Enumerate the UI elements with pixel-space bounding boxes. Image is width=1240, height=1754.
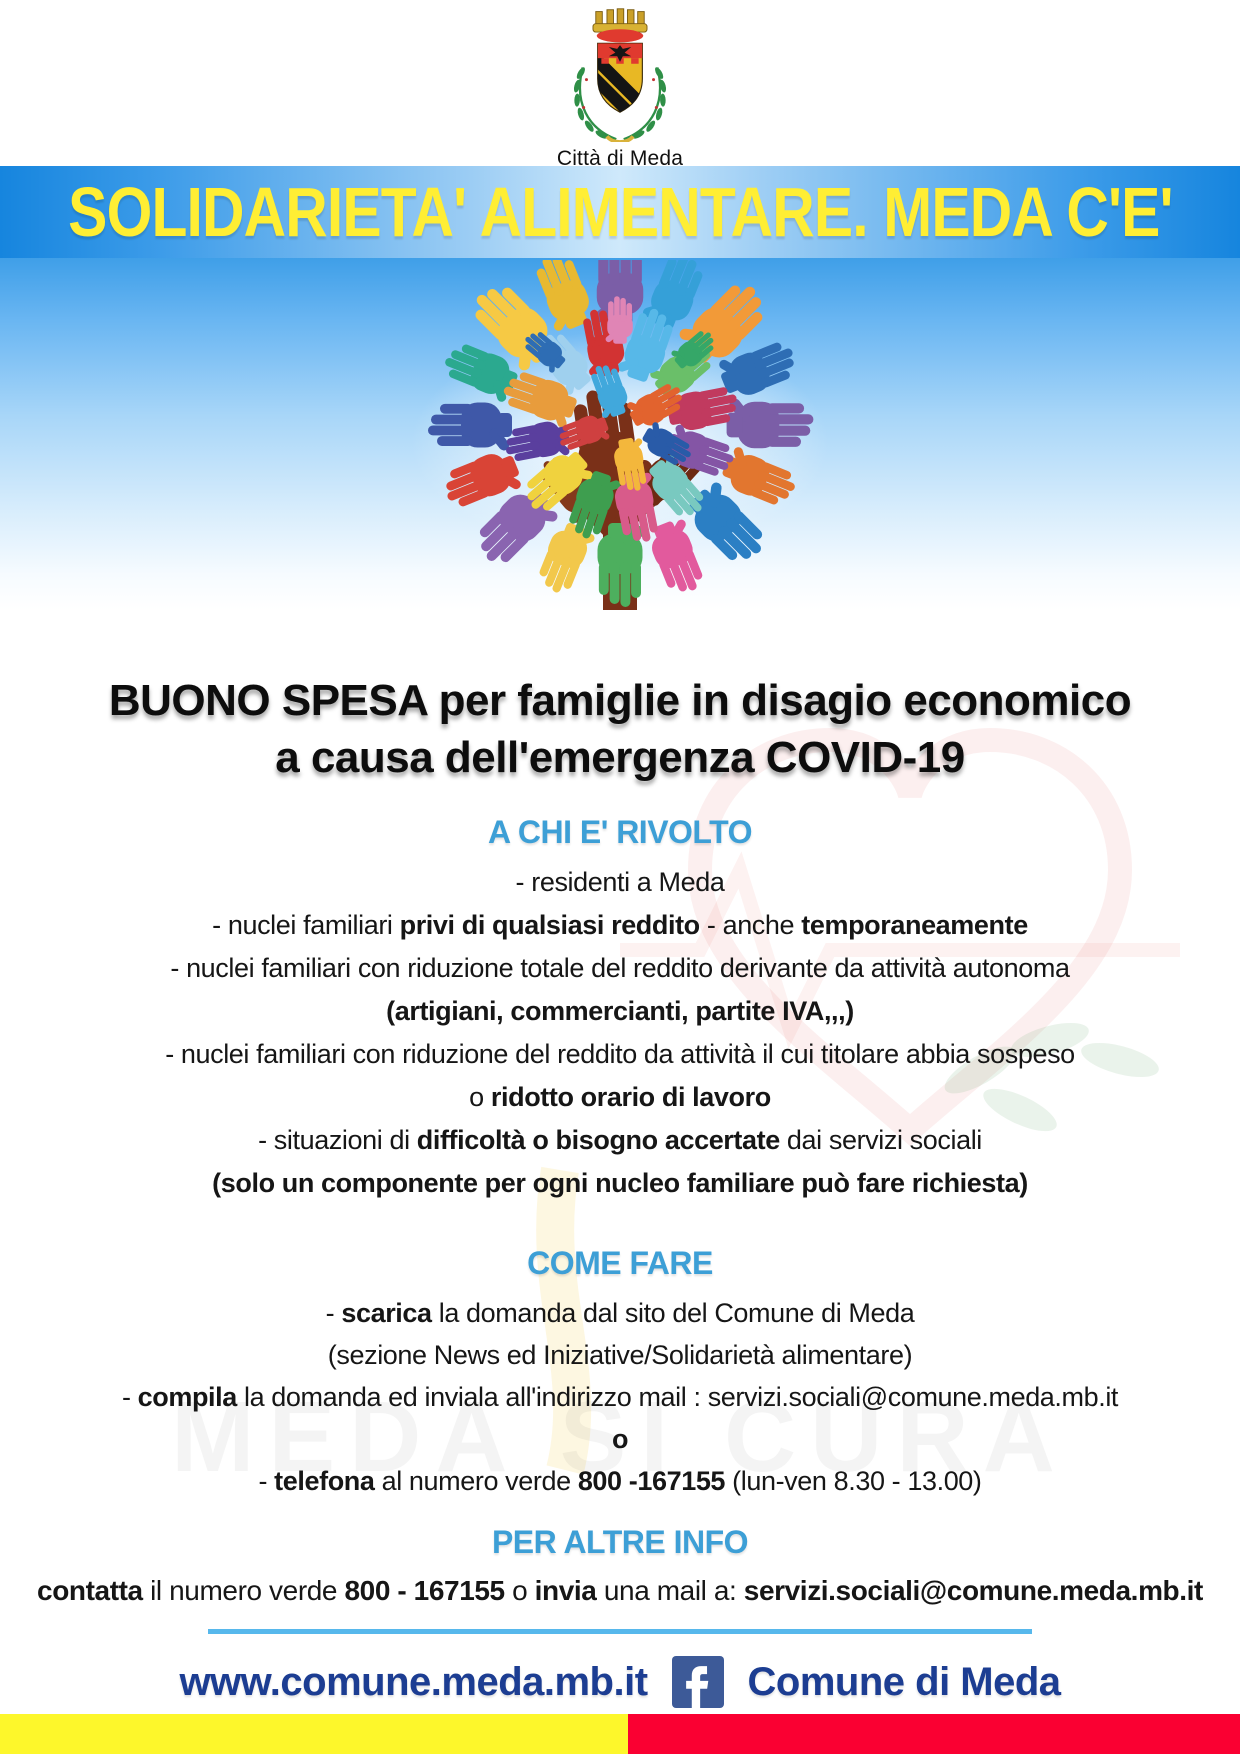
text-line: (sezione News ed Iniziative/Solidarietà alimentare) bbox=[327, 1340, 913, 1370]
city-label: Città di Meda bbox=[556, 147, 684, 170]
website-url: www.comune.meda.mb.it bbox=[179, 1659, 648, 1704]
meda-coat-of-arms-icon bbox=[545, 6, 695, 147]
text-line: - situazioni di difficoltà o bisogno accertate dai servizi sociali bbox=[258, 1125, 982, 1155]
footer-divider-line bbox=[208, 1629, 1032, 1634]
crown bbox=[593, 9, 647, 43]
facebook-icon bbox=[672, 1656, 724, 1708]
banner-title: SOLIDARIETA' ALIMENTARE. MEDA C'E' bbox=[67, 173, 1173, 251]
text-line: o bbox=[611, 1424, 629, 1454]
section-heading-a-chi-e-rivolto: A CHI E' RIVOLTO bbox=[488, 814, 752, 850]
section-lines-per-altre-info bbox=[0, 1571, 1240, 1611]
text-line: - telefona al numero verde 800 -167155 (lun-ven 8.30 - 13.00) bbox=[258, 1466, 982, 1496]
civic-header bbox=[0, 0, 1240, 170]
text-line: (solo un componente per ogni nucleo familiare può fare richiesta) bbox=[212, 1168, 1028, 1198]
text-line: - compila la domanda ed inviala all'indirizzo mail : servizi.sociali@comune.meda.mb.it bbox=[121, 1382, 1119, 1412]
section-lines-a-chi-e-rivolto bbox=[0, 861, 1240, 1205]
section-heading-per-altre-info: PER ALTRE INFO bbox=[491, 1524, 749, 1560]
text-line: - nuclei familiari con riduzione del reddito da attività il cui titolare abbia sospeso bbox=[165, 1039, 1075, 1069]
text-line: - nuclei familiari con riduzione totale del reddito derivante da attività autonoma bbox=[170, 953, 1070, 983]
hero-sky bbox=[0, 258, 1240, 610]
section-lines-come-fare bbox=[0, 1292, 1240, 1502]
text-line: - nuclei familiari privi di qualsiasi reddito - anche temporaneamente bbox=[212, 910, 1028, 940]
banner bbox=[0, 166, 1240, 258]
poster-title-line2: a causa dell'emergenza COVID-19 bbox=[275, 733, 965, 782]
footer-row bbox=[0, 1656, 1240, 1708]
hands-tree-illustration bbox=[385, 260, 855, 610]
section-heading-come-fare: COME FARE bbox=[527, 1245, 713, 1281]
text-line: - scarica la domanda dal sito del Comune di Meda bbox=[325, 1298, 915, 1328]
text-line: o ridotto orario di lavoro bbox=[469, 1082, 771, 1112]
text-line: (artigiani, commercianti, partite IVA,,,) bbox=[386, 996, 854, 1026]
poster-title bbox=[0, 610, 1240, 786]
bottom-strip-red bbox=[628, 1714, 1240, 1754]
bottom-strip bbox=[0, 1714, 1240, 1754]
facebook-page-label: Comune di Meda bbox=[747, 1659, 1061, 1704]
text-line: - residenti a Meda bbox=[515, 867, 725, 897]
main-content bbox=[0, 610, 1240, 1714]
text-line: contatta il numero verde 800 - 167155 o invia una mail a: servizi.sociali@comune.meda.mb.it bbox=[37, 1575, 1203, 1606]
poster-title-line1: BUONO SPESA per famiglie in disagio economico bbox=[108, 676, 1132, 725]
bottom-strip-yellow bbox=[0, 1714, 628, 1754]
